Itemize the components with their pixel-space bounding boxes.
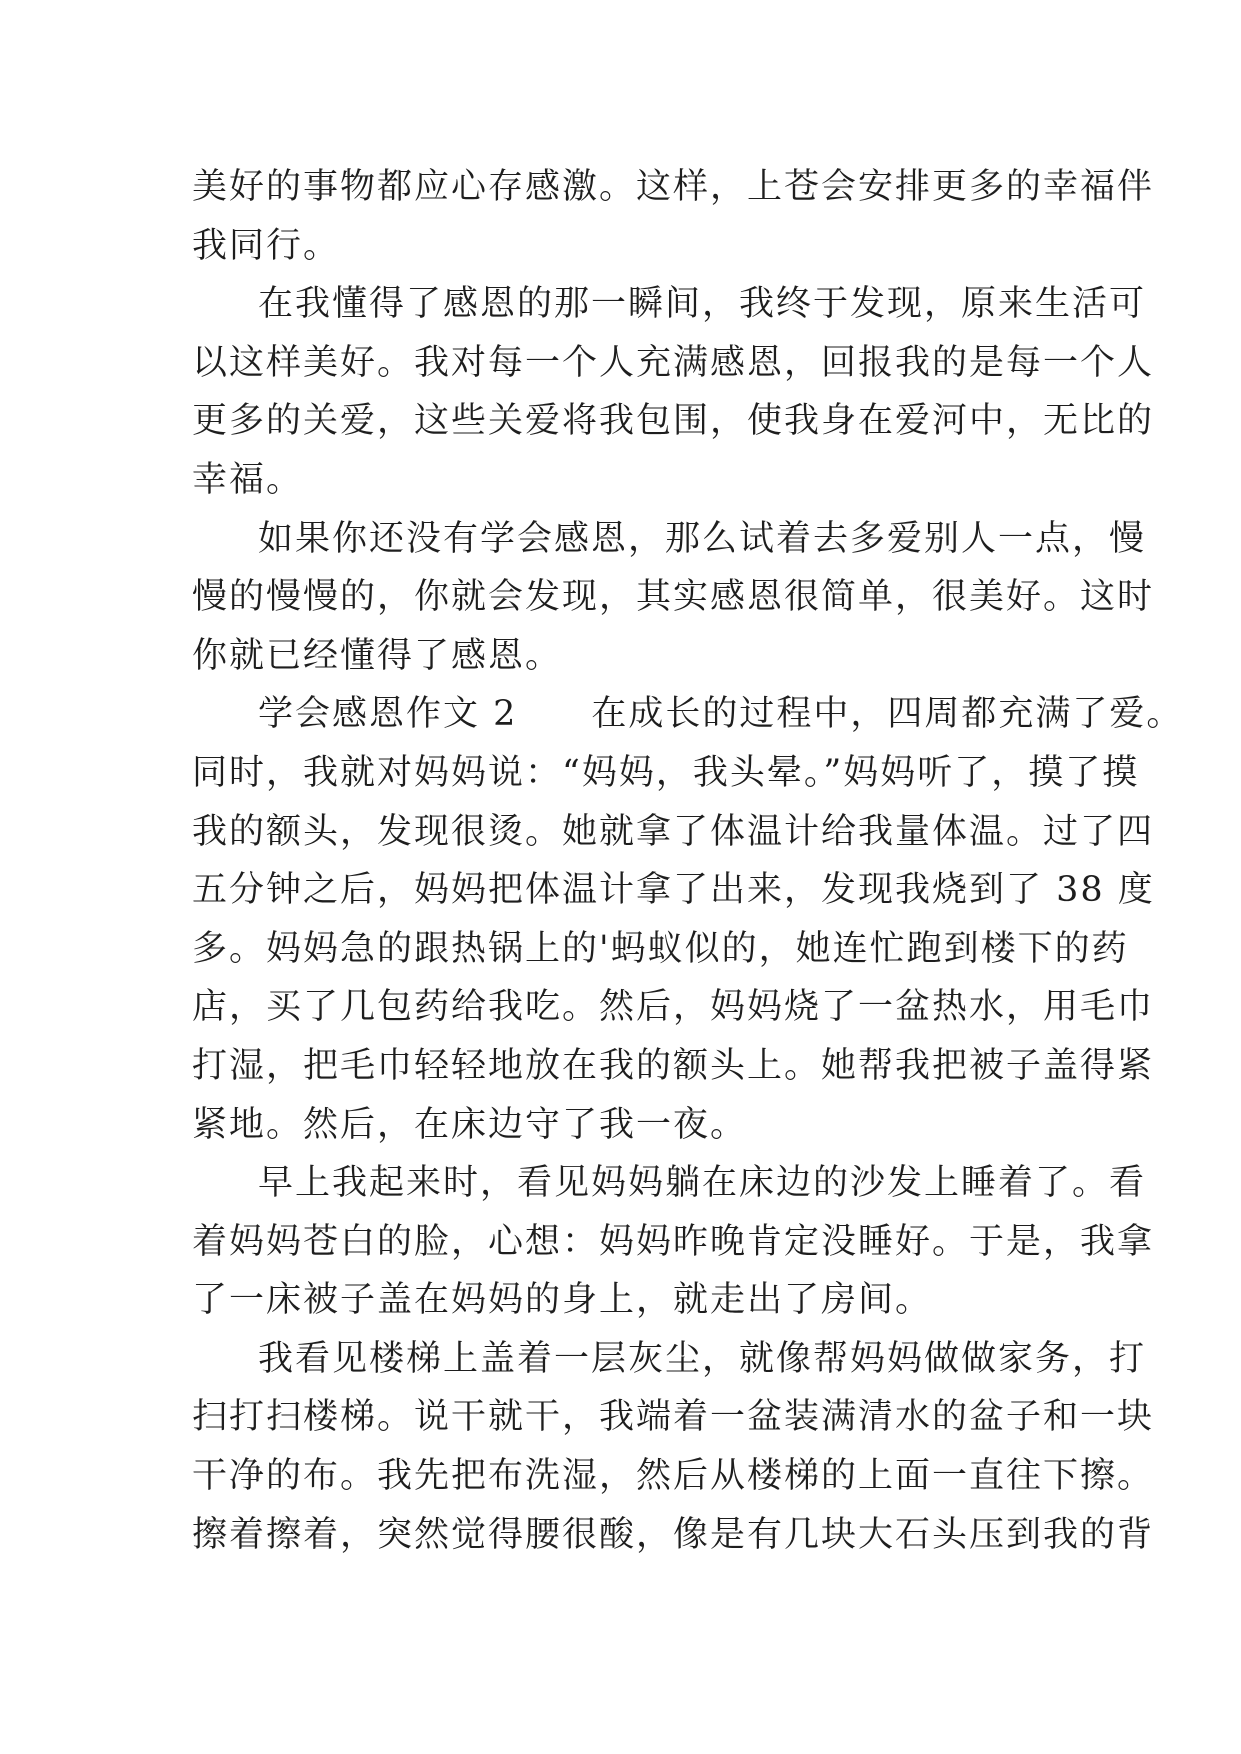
essay-text (192, 158, 1184, 1564)
paragraph-start-line: 在我懂得了感恩的那一瞬间，我终于发现，原来生活可 (258, 284, 1147, 325)
text-line: 我同行。 (192, 225, 341, 266)
text-line: 慢的慢慢的，你就会发现，其实感恩很简单，很美好。这时 (192, 577, 1155, 618)
text-line: 干净的布。我先把布洗湿，然后从楼梯的上面一直往下擦。 (192, 1456, 1155, 1497)
text-line: 我的额头，发现很烫。她就拿了体温计给我量体温。过了四 (192, 811, 1155, 852)
text-line: 擦着擦着，突然觉得腰很酸，像是有几块大石头压到我的背 (192, 1514, 1155, 1555)
paragraph-start-line: 早上我起来时，看见妈妈躺在床边的沙发上睡着了。看 (258, 1163, 1147, 1204)
text-line: 你就已经懂得了感恩。 (192, 635, 563, 676)
text-line: 同时，我就对妈妈说：“妈妈，我头晕。”妈妈听了，摸了摸 (192, 752, 1140, 793)
text-line: 美好的事物都应心存感激。这样，上苍会安排更多的幸福伴 (192, 167, 1155, 207)
text-line: 店，买了几包药给我吃。然后，妈妈烧了一盆热水，用毛巾 (192, 987, 1155, 1028)
text-line: 了一床被子盖在妈妈的身上，就走出了房间。 (192, 1280, 933, 1321)
paragraph-start-line: 如果你还没有学会感恩，那么试着去多爱别人一点，慢 (258, 518, 1147, 559)
text-line: 多。妈妈急的跟热锅上的'蚂蚁似的，她连忙跑到楼下的药 (192, 928, 1129, 969)
section-heading-line: 学会感恩作文 2 在成长的过程中，四周都充满了爱。 (258, 694, 1184, 735)
text-line: 五分钟之后，妈妈把体温计拿了出来，发现我烧到了 38 度 (192, 870, 1155, 911)
text-line: 着妈妈苍白的脸，心想：妈妈昨晚肯定没睡好。于是，我拿 (192, 1221, 1155, 1262)
text-line: 打湿，把毛巾轻轻地放在我的额头上。她帮我把被子盖得紧 (192, 1045, 1155, 1086)
text-line: 扫打扫楼梯。说干就干，我端着一盆装满清水的盆子和一块 (192, 1397, 1155, 1438)
text-line: 以这样美好。我对每一个人充满感恩，回报我的是每一个人 (192, 342, 1155, 383)
text-line: 更多的关爱，这些关爱将我包围，使我身在爱河中，无比的 (192, 401, 1155, 442)
text-line: 幸福。 (192, 459, 304, 500)
text-line: 紧地。然后，在床边守了我一夜。 (192, 1104, 748, 1145)
paragraph-start-line: 我看见楼梯上盖着一层灰尘，就像帮妈妈做做家务，打 (258, 1338, 1147, 1379)
